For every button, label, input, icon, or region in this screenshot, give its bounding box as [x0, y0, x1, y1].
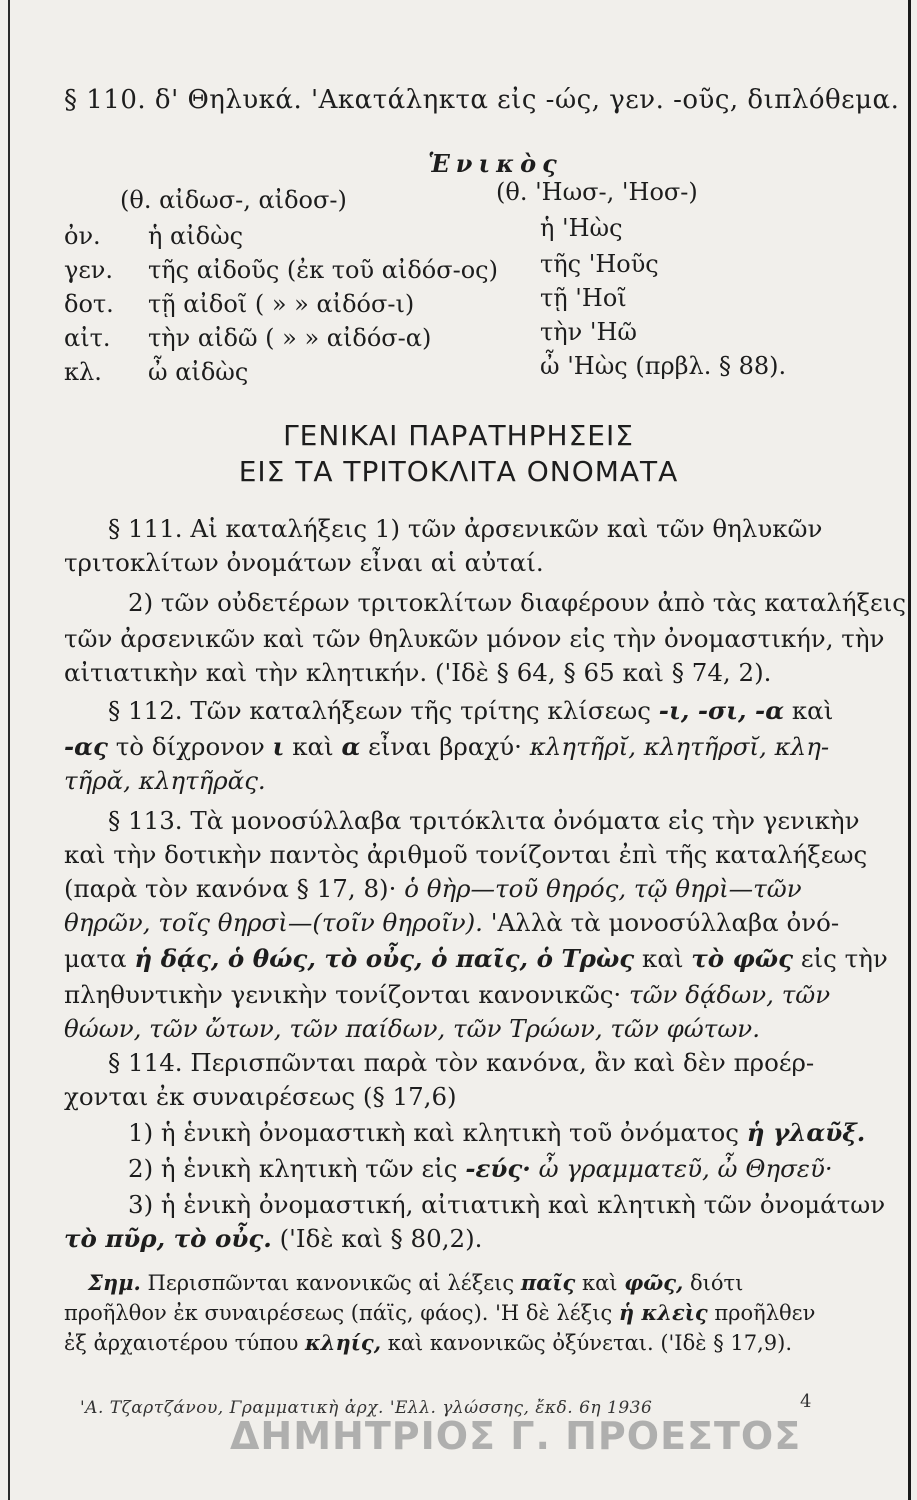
text: διότι [690, 1271, 744, 1295]
page-edge-right [908, 0, 911, 1500]
p111-line: 2) τῶν οὐδετέρων τριτοκλίτων διαφέρουν ἀπὸ τὰς καταλήξεις [128, 588, 907, 617]
text: εἰς τὴν [800, 944, 888, 973]
declension-left-form: τὴν αἰδῶ ( » » αἰδόσ-α) [148, 324, 432, 352]
ending: -ας [64, 732, 108, 761]
text: προῆλθεν [714, 1301, 816, 1325]
declension-right-form: ὦ 'Ηὼς (πρβλ. § 88). [540, 352, 787, 380]
example: τὸ πῦρ, τὸ οὖς. [64, 1224, 272, 1253]
p113-line [64, 872, 844, 906]
ending: -εύς· [465, 1154, 531, 1183]
text: (παρὰ τὸν κανόνα § 17, 8)· [64, 874, 397, 903]
text: καὶ [791, 696, 834, 725]
section-110-header: § 110. δ' Θηλυκά. 'Ακατάληκτα εἰς -ώς, γεν. -οῦς, διπλόθεμα. [64, 85, 900, 115]
theme-right: (θ. 'Ηωσ-, 'Ηοσ-) [496, 178, 698, 206]
p111-line: τριτοκλίτων ὀνομάτων εἶναι αἱ αὐταί. [64, 548, 544, 577]
text: ματα [64, 944, 127, 973]
note-line [64, 1328, 844, 1358]
p112-line [64, 730, 844, 764]
text: 'Αλλὰ τὰ μονοσύλλαβα ὀνό- [490, 908, 840, 937]
section-heading-line1: ΓΕΝΙΚΑΙ ΠΑΡΑΤΗΡΗΣΕΙΣ [283, 419, 634, 452]
example: ἡ κλεὶς [618, 1300, 708, 1325]
note-line [88, 1268, 868, 1298]
letter: α [341, 732, 361, 761]
example: φῶς, [624, 1270, 684, 1295]
text: 1) ἡ ἑνικὴ ὀνομαστικὴ καὶ κλητικὴ τοῦ ὀνόματος [128, 1118, 739, 1147]
text: § 112. Τῶν καταλήξεων τῆς τρίτης κλίσεως [108, 696, 651, 725]
text: τὸ δίχρονον [115, 732, 265, 761]
example: θηρῶν, τοῖς θηρσὶ—(τοῖν θηροῖν). [64, 908, 483, 937]
letter: ι [272, 732, 285, 761]
owner-stamp: ΔΗΜΗΤΡΙΟΣ Γ. ΠΡΟΕΣΤΟΣ [230, 1414, 802, 1458]
section-heading-line2: ΕΙΣ ΤΑ ΤΡΙΤΟΚΛΙΤΑ ΟΝΟΜΑΤΑ [238, 455, 679, 488]
example: ὁ θὴρ—τοῦ θηρός, τῷ θηρὶ—τῶν [404, 874, 802, 903]
p111-line: τῶν ἀρσενικῶν καὶ τῶν θηλυκῶν μόνον εἰς τὴν ὀνομαστικήν, τὴν [64, 624, 885, 653]
case-label: κλ. [64, 358, 102, 386]
p114-line: § 114. Περισπῶνται παρὰ τὸν κανόνα, ἂν καὶ δὲν προέρ- [108, 1048, 815, 1077]
declension-left-form: τῇ αἰδοῖ ( » » αἰδόσ-ι) [148, 290, 415, 318]
text: πληθυντικὴν γενικὴν τονίζονται κανονικῶς· [64, 980, 622, 1009]
text: ἐξ ἀρχαιοτέρου τύπου [64, 1331, 299, 1355]
source-footnote: 'Α. Τζαρτζάνου, Γραμματικὴ ἀρχ. 'Ελλ. γλώσσης, ἔκδ. 6η 1936 [80, 1398, 653, 1418]
text: προῆλθον ἐκ συναιρέσεως (πάϊς, φάος). 'Η δὲ λέξις [64, 1301, 613, 1325]
p113-line [64, 942, 888, 976]
p112-line [108, 694, 888, 728]
case-label: δοτ. [64, 290, 114, 318]
theme-left: (θ. αἰδωσ-, αἰδοσ-) [120, 186, 347, 214]
p114-line: 3) ἡ ἑνικὴ ὀνομαστική, αἰτιατικὴ καὶ κλητικὴ τῶν ὀνομάτων [128, 1190, 886, 1219]
singular-label: Ἑνικὸς [428, 149, 563, 178]
note-line [64, 1298, 844, 1328]
p114-line [128, 1116, 908, 1150]
text: καὶ [582, 1271, 618, 1295]
case-label: ὀν. [64, 222, 101, 250]
page-number: 4 [800, 1391, 812, 1412]
example: παῖς [520, 1270, 576, 1295]
text: καὶ κανονικῶς ὀξύνεται. ('Ιδὲ § 17,9). [387, 1331, 792, 1355]
declension-left-form: τῆς αἰδοῦς (ἐκ τοῦ αἰδόσ-ος) [148, 256, 498, 284]
p114-line [64, 1222, 844, 1256]
example: κληίς, [305, 1330, 382, 1355]
p113-line [64, 978, 844, 1012]
declension-right-form: τῇ 'Ηοῖ [540, 284, 627, 312]
text: εἶναι βραχύ· [368, 732, 522, 761]
example: ὦ γραμματεῦ, ὦ Θησεῦ· [538, 1154, 833, 1183]
p113-line: καὶ τὴν δοτικὴν παντὸς ἀριθμοῦ τονίζονται ἐπὶ τῆς καταλήξεως [64, 840, 868, 869]
p113-line [64, 906, 844, 940]
p111-line: § 111. Αἱ καταλήξεις 1) τῶν ἀρσενικῶν καὶ τῶν θηλυκῶν [108, 514, 823, 543]
declension-right-form: τῆς 'Ηοῦς [540, 250, 659, 278]
example: ἡ γλαῦξ. [746, 1118, 866, 1147]
endings: -ι, -σι, -α [658, 696, 785, 725]
example: κλητῆρῐ, κλητῆρσῐ, κλη- [529, 732, 830, 761]
example: τὸ φῶς [691, 944, 794, 973]
p112-line: τῆρᾰ, κλητῆρᾰς. [64, 766, 266, 795]
p111-line: αἰτιατικὴν καὶ τὴν κλητικήν. ('Ιδὲ § 64, § 65 καὶ § 74, 2). [64, 658, 772, 687]
text: Περισπῶνται κανονικῶς αἱ λέξεις [147, 1271, 515, 1295]
case-label: γεν. [64, 256, 113, 284]
p114-line: χονται ἐκ συναιρέσεως (§ 17,6) [64, 1082, 457, 1111]
page-edge-left [8, 0, 10, 1500]
declension-left-form: ὦ αἰδὼς [148, 358, 249, 386]
text: ('Ιδὲ καὶ § 80,2). [279, 1224, 483, 1253]
declension-left-form: ἡ αἰδὼς [148, 222, 244, 250]
declension-right-form: ἡ 'Ηὼς [540, 214, 623, 242]
example: τῶν δᾴδων, τῶν [629, 980, 831, 1009]
text: καὶ [642, 944, 684, 973]
p114-line [128, 1152, 908, 1186]
case-label: αἰτ. [64, 324, 111, 352]
text: 2) ἡ ἑνικὴ κλητικὴ τῶν εἰς [128, 1154, 458, 1183]
note-label: Σημ. [88, 1270, 141, 1295]
text: καὶ [292, 732, 334, 761]
example: ἡ δᾴς, ὁ θώς, τὸ οὖς, ὁ παῖς, ὁ Τρὼς [134, 944, 635, 973]
p113-line: θώων, τῶν ὤτων, τῶν παίδων, τῶν Τρώων, τῶν φώτων. [64, 1014, 760, 1043]
declension-right-form: τὴν 'Ηῶ [540, 318, 637, 346]
p113-line: § 113. Τὰ μονοσύλλαβα τριτόκλιτα ὀνόματα εἰς τὴν γενικὴν [108, 806, 860, 835]
